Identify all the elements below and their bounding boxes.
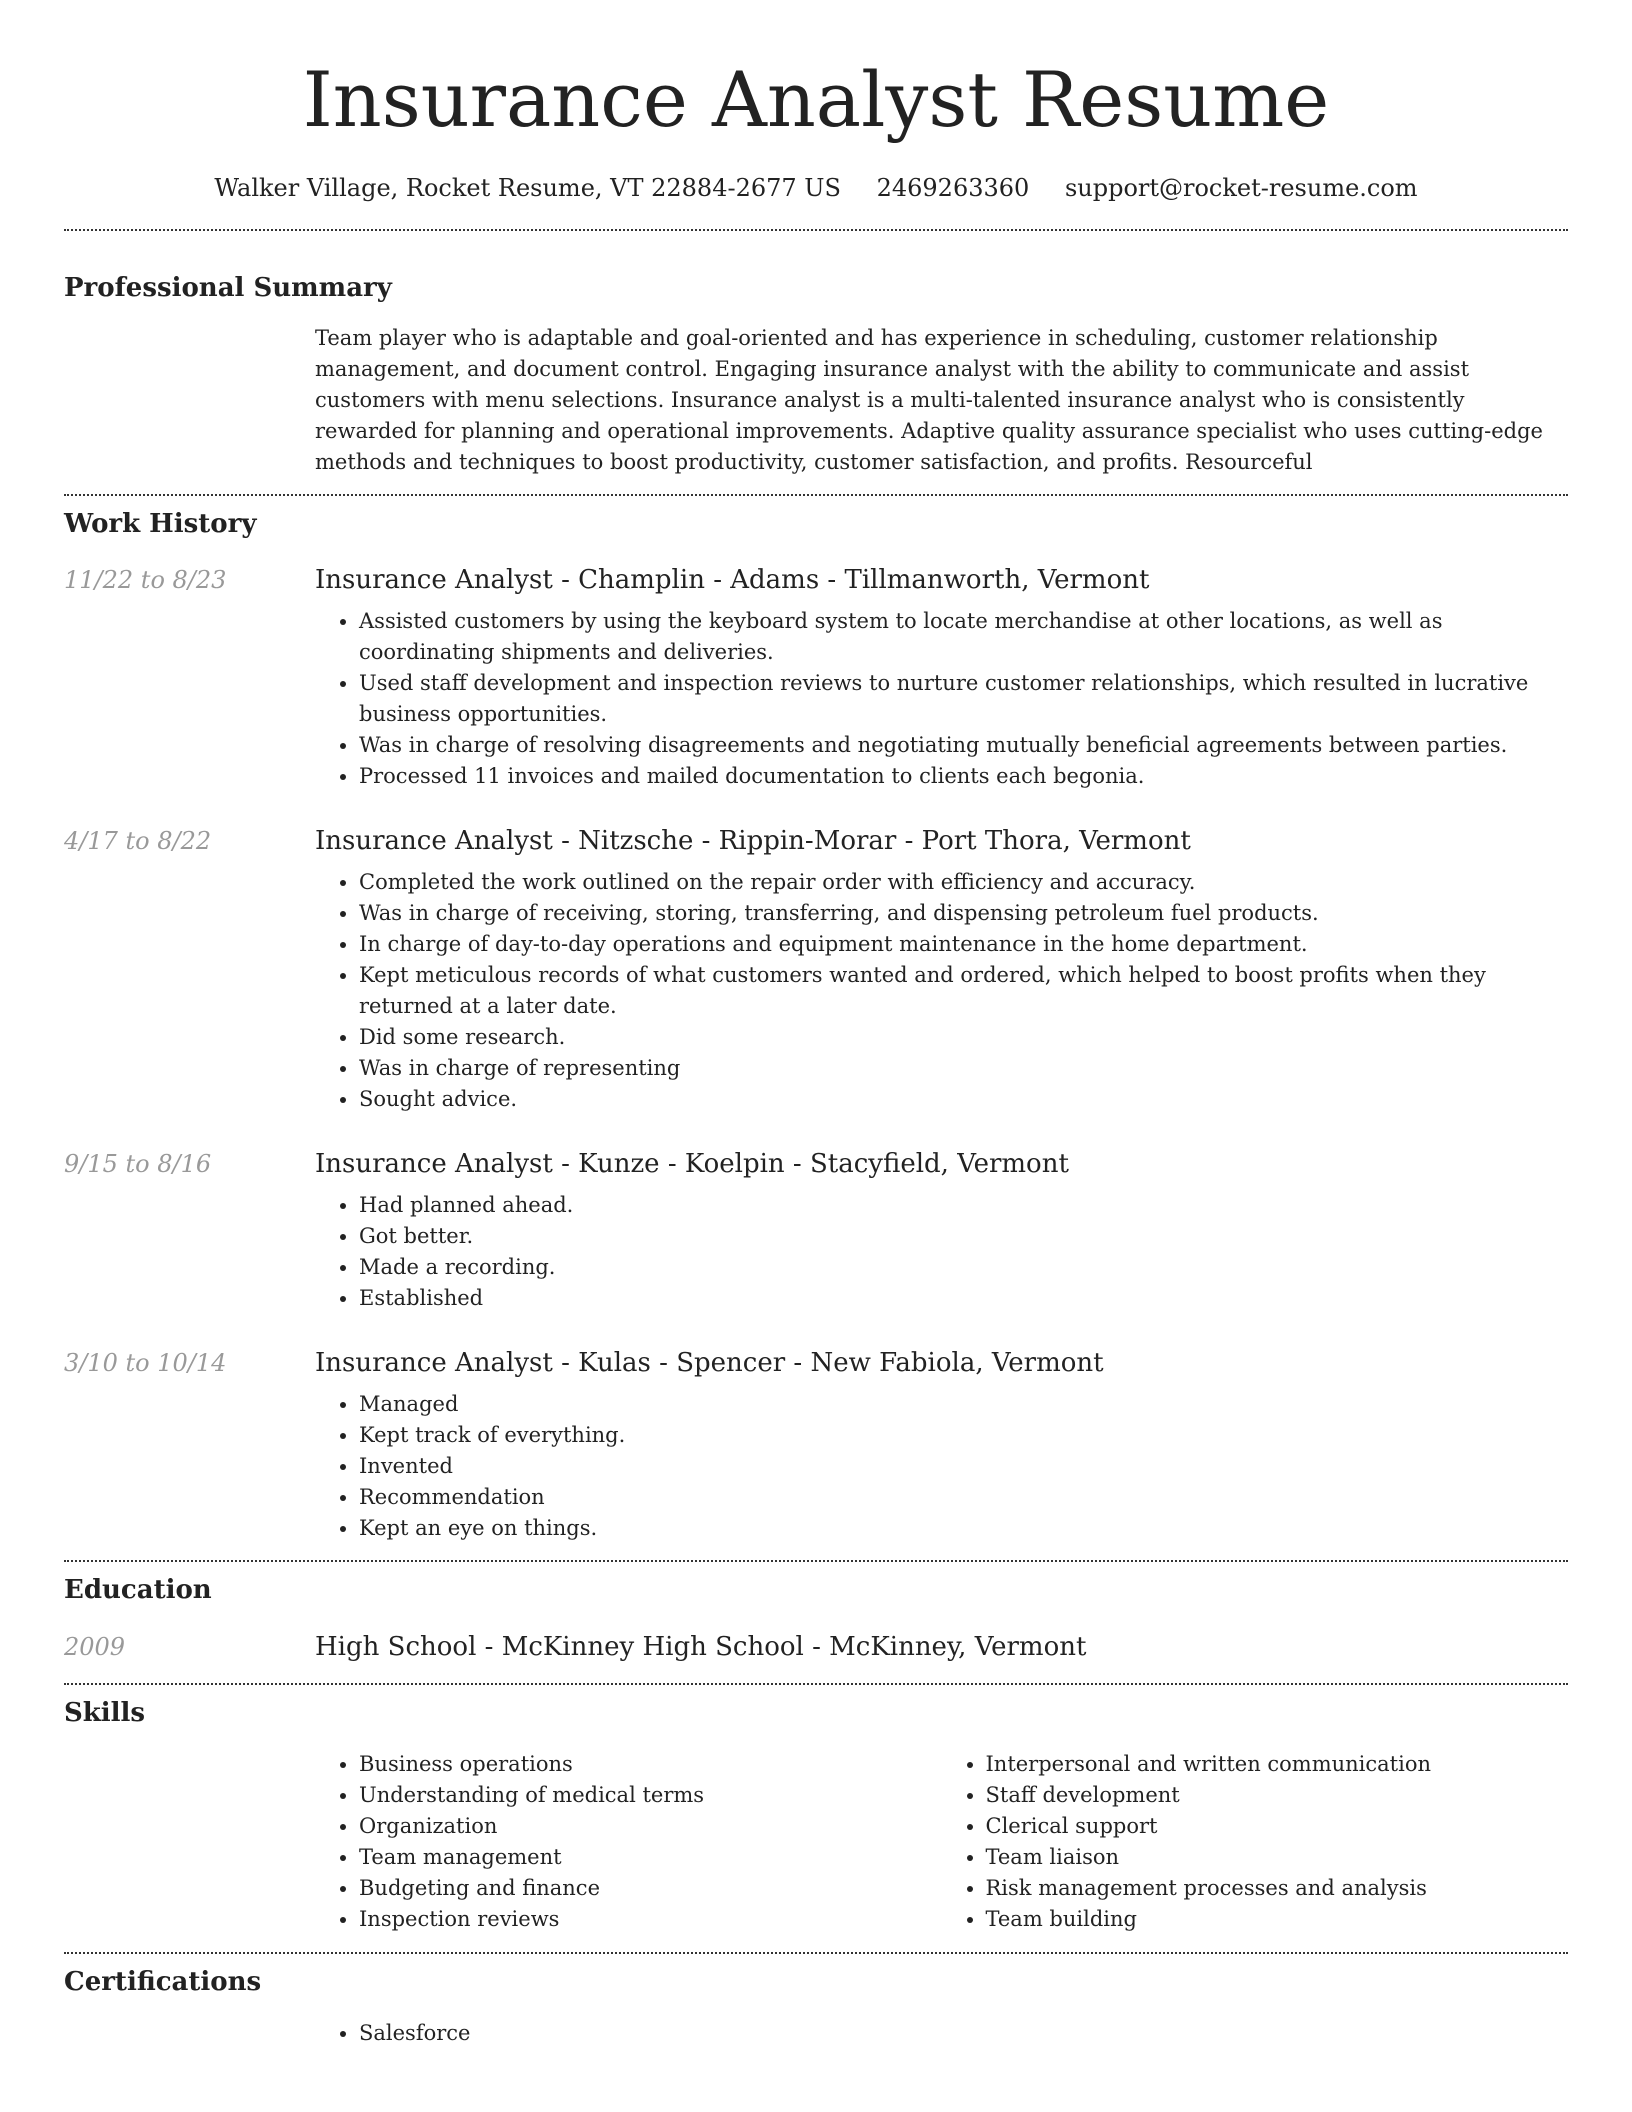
job-title: Insurance Analyst - Champlin - Adams - Tillmanworth, Vermont: [315, 565, 1150, 595]
job-bullets: [315, 1190, 1568, 1314]
resume-page: [64, 0, 1568, 2049]
list-item: • Established: [359, 1283, 1568, 1314]
skills-list-right: [942, 1749, 1569, 1935]
list-item: • Made a recording.: [359, 1252, 1568, 1283]
job-entry: [64, 825, 1568, 1115]
job-dates: 9/15 to 8/16: [64, 1150, 212, 1178]
job-title: Insurance Analyst - Kulas - Spencer - New Fabiola, Vermont: [315, 1348, 1104, 1378]
certifications-heading: Certifications: [64, 1967, 262, 1997]
list-item: • Team management: [359, 1842, 942, 1873]
education-heading: Education: [64, 1575, 212, 1605]
list-item: • Organization: [359, 1811, 942, 1842]
list-item: • Kept meticulous records of what customers wanted and ordered, which helped to boost profits when they returned at a later date.: [359, 960, 1568, 1022]
list-item: • Was in charge of receiving, storing, transferring, and dispensing petroleum fuel products.: [359, 898, 1568, 929]
job-dates: 4/17 to 8/22: [64, 827, 212, 855]
job-bullets: [315, 1389, 1568, 1544]
summary-text: Team player who is adaptable and goal-oriented and has experience in scheduling, customer relationship management, and document control. Engaging insurance analyst with the ability to communicate and assist customers with menu selections. Insurance analyst is a multi-talented insurance analyst who is consistently rewarded for planning and operational improvements. Adaptive quality assurance specialist who uses cutting-edge methods and techniques to boost productivity, customer satisfaction, and profits. Resourceful: [315, 326, 1543, 474]
skills-list-left: [315, 1749, 942, 1935]
contact-address: Walker Village, Rocket Resume, VT 22884-2677 US: [214, 174, 841, 202]
divider: [64, 1683, 1568, 1685]
list-item: • Kept track of everything.: [359, 1420, 1568, 1451]
job-entry: [64, 1347, 1568, 1544]
summary-section: [64, 272, 1568, 478]
list-item: • Did some research.: [359, 1022, 1568, 1053]
divider: [64, 229, 1568, 231]
job-title: Insurance Analyst - Kunze - Koelpin - Stacyfield, Vermont: [315, 1149, 1069, 1179]
certifications-section: [64, 1966, 1568, 2049]
list-item: • Recommendation: [359, 1482, 1568, 1513]
list-item: • Team building: [986, 1904, 1569, 1935]
job-bullets: [315, 867, 1568, 1115]
list-item: • Team liaison: [986, 1842, 1569, 1873]
list-item: • Inspection reviews: [359, 1904, 942, 1935]
job-entry: [64, 1148, 1568, 1314]
job-title: Insurance Analyst - Nitzsche - Rippin-Morar - Port Thora, Vermont: [315, 826, 1191, 856]
list-item: • Interpersonal and written communication: [986, 1749, 1569, 1780]
list-item: • In charge of day-to-day operations and equipment maintenance in the home department.: [359, 929, 1568, 960]
job-bullets: [315, 606, 1568, 792]
list-item: • Was in charge of resolving disagreements and negotiating mutually beneficial agreements between parties.: [359, 730, 1568, 761]
divider: [64, 494, 1568, 496]
list-item: • Clerical support: [986, 1811, 1569, 1842]
list-item: • Business operations: [359, 1749, 942, 1780]
list-item: • Understanding of medical terms: [359, 1780, 942, 1811]
list-item: • Got better.: [359, 1221, 1568, 1252]
education-title: High School - McKinney High School - McKinney, Vermont: [315, 1632, 1087, 1662]
list-item: • Sought advice.: [359, 1084, 1568, 1115]
list-item: • Processed 11 invoices and mailed documentation to clients each begonia.: [359, 761, 1568, 792]
list-item: • Had planned ahead.: [359, 1190, 1568, 1221]
list-item: • Kept an eye on things.: [359, 1513, 1568, 1544]
skills-heading: Skills: [64, 1698, 146, 1728]
education-year: 2009: [64, 1633, 126, 1661]
list-item: • Salesforce: [359, 2018, 1568, 2049]
list-item: • Invented: [359, 1451, 1568, 1482]
list-item: • Risk management processes and analysis: [986, 1873, 1569, 1904]
divider: [64, 1560, 1568, 1562]
list-item: • Budgeting and finance: [359, 1873, 942, 1904]
work-history-section: [64, 508, 1568, 1544]
list-item: • Used staff development and inspection reviews to nurture customer relationships, which resulted in lucrative business opportunities.: [359, 668, 1568, 730]
certifications-list: [315, 2018, 1568, 2049]
list-item: • Staff development: [986, 1780, 1569, 1811]
list-item: • Completed the work outlined on the repair order with efficiency and accuracy.: [359, 867, 1568, 898]
summary-heading: Professional Summary: [64, 273, 392, 303]
education-section: [64, 1574, 1568, 1663]
contact-email: support@rocket-resume.com: [1064, 174, 1418, 202]
list-item: • Assisted customers by using the keyboard system to locate merchandise at other locations, as well as coordinating shipments and deliveries.: [359, 606, 1568, 668]
divider: [64, 1952, 1568, 1954]
job-entry: [64, 564, 1568, 792]
skills-section: [64, 1697, 1568, 1935]
resume-title: Insurance Analyst Resume: [302, 55, 1330, 144]
list-item: • Managed: [359, 1389, 1568, 1420]
job-dates: 11/22 to 8/23: [64, 566, 227, 594]
job-dates: 3/10 to 10/14: [64, 1349, 227, 1377]
contact-phone: 2469263360: [876, 174, 1030, 202]
contact-line: [64, 171, 1568, 205]
work-history-heading: Work History: [64, 509, 257, 539]
list-item: • Was in charge of representing: [359, 1053, 1568, 1084]
education-entry: [64, 1631, 1568, 1663]
